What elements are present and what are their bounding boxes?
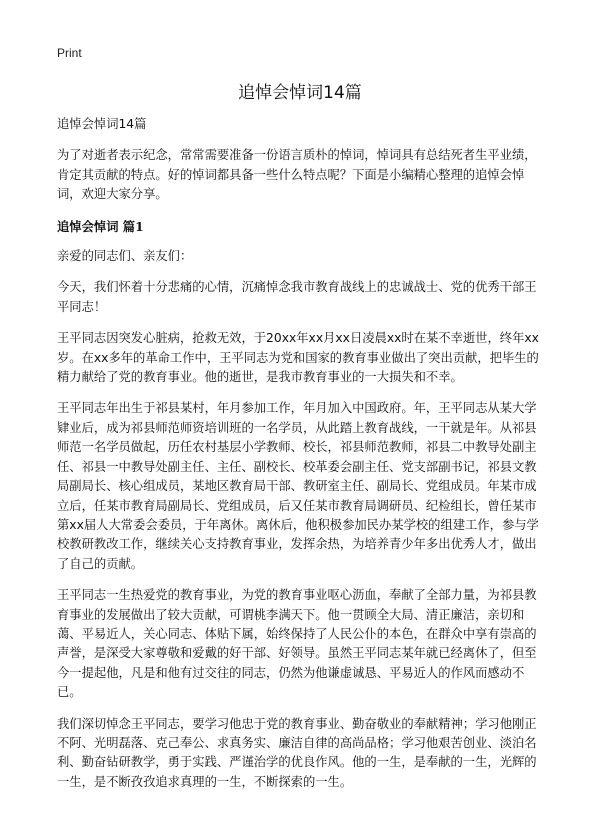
body-paragraph: 今天，我们怀着十分悲痛的心情，沉痛悼念我市教育战线上的忠诚战士、党的优秀干部王平同志！ [57,280,537,314]
body-paragraph: 王平同志一生热爱党的教育事业，为党的教育事业呕心沥血，奉献了全部力量，为祁县教育事业的发展做出了较大贡献，可谓桃李满天下。他一贯顾全大局、清正廉洁，亲切和蔼、平易近人，关心同志、体贴下属，始终保持了人民公仆的本色，在群众中享有崇高的声誉，是深受大家尊敬和爱戴的好干部、好领导。虽然王平同志某年就已经离休了，但至今一提起他，凡是和他有过交往的同志，仍然为他谦虚诚恳、平易近人的作风而感动不已。 [57,588,537,700]
body-paragraph: 我们深切悼念王平同志，要学习他忠于党的教育事业、勤奋敬业的奉献精神；学习他刚正不阿、光明磊落、克己奉公、求真务实、廉洁自律的高尚品格；学习他艰苦创业、淡泊名利、勤奋钻研教学，勇于实践、严谨治学的优良作风。他的一生，是奉献的一生，光辉的一生，是不断孜孜追求真理的一生，不断探索的一生。 [57,716,537,789]
body-paragraph: 王平同志年出生于祁县某村，年月参加工作，年月加入中国政府。年，王平同志从某大学肄业后，成为祁县师范师资培训班的一名学员，从此踏上教育战线，一干就是年。从祁县师范一名学员做起，历任农村基层小学教师、校长，祁县师范教师，祁县二中教导处副主任、祁县一中教导处副主任、主任、副校长、校革委会副主任、党支部副书记，祁县文教局副局长、核心组成员，某地区教育局干部、教研室主任、副局长、党组成员。年某市成立后，任某市教育局副局长、党组成员，后又任某市教育局调研员、纪检组长，曾任某市第xx届人大常委会委员，于年离休。离休后，他积极参加民办某学校的组建工作，参与学校教研教改工作，继续关心支持教育事业，发挥余热，为培养青少年多出优秀人才，做出了自己的贡献。 [57,401,539,571]
article-subtitle: 追悼会悼词14篇 [57,117,147,131]
section-heading: 追悼会悼词 篇1 [57,218,144,234]
print-link[interactable]: Print [57,46,82,60]
page-title: 追悼会悼词14篇 [238,83,362,103]
body-paragraph: 王平同志因突发心脏病，抢救无效，于20xx年xx月xx日凌晨xx时在某不幸逝世，终年xx岁。在xx多年的革命工作中，王平同志为党和国家的教育事业做出了突出贡献，把毕生的精力献给了党的教育事业。他的逝世，是我市教育事业的一大损失和不幸。 [57,331,539,385]
article-body [57,115,547,804]
salutation: 亲爱的同志们、亲友们： [57,249,193,264]
intro-paragraph: 为了对逝者表示纪念，常常需要准备一份语言质朴的悼词，悼词具有总结死者生平业绩，肯定其贡献的特点。好的悼词都具备一些什么特点呢？下面是小编精心整理的追悼会悼词，欢迎大家分享。 [57,148,537,202]
